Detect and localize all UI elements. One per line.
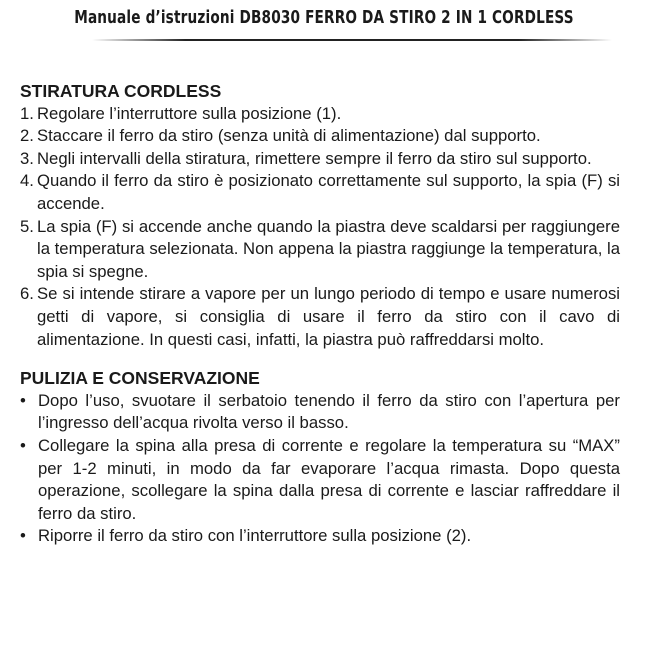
item-number: 6. xyxy=(20,284,34,304)
list-item xyxy=(20,103,620,126)
bullet-list xyxy=(20,390,620,548)
section-title: PULIZIA E CONSERVAZIONE xyxy=(20,368,260,389)
item-text: Quando il ferro da stiro è posizionato correttamente sul supporto, la spia (F) si accende. xyxy=(37,171,620,213)
section-cleaning-storage xyxy=(20,367,620,548)
item-text: Negli intervalli della stiratura, rimettere sempre il ferro da stiro sul supporto. xyxy=(37,148,592,168)
item-text: Dopo l’uso, svuotare il serbatoio tenendo il ferro da stiro con l’apertura per l’ingresso dell’acqua rivolta verso il basso. xyxy=(38,390,620,433)
item-number: 2. xyxy=(20,126,34,146)
header-divider xyxy=(92,39,612,41)
item-text: Riporre il ferro da stiro con l’interruttore sulla posizione (2). xyxy=(38,526,472,546)
list-item xyxy=(20,125,620,148)
list-item xyxy=(20,435,620,525)
bullet-mark: • xyxy=(20,435,26,455)
item-text: Se si intende stirare a vapore per un lungo periodo di tempo e usare numerosi getti di vapore, si consiglia di usare il ferro da stiro con il cavo di alimentazione. In questi casi, infatti, la piastra può raffreddarsi molto. xyxy=(37,284,620,349)
section-title: STIRATURA CORDLESS xyxy=(20,81,222,101)
list-item xyxy=(20,525,620,548)
list-item xyxy=(20,283,620,351)
item-text: La spia (F) si accende anche quando la piastra deve scaldarsi per raggiungere la temperatura selezionata. Non appena la piastra raggiunge la temperatura, la spia si spegne. xyxy=(37,216,620,281)
item-number: 1. xyxy=(20,103,34,123)
section-cordless-ironing xyxy=(20,80,620,351)
bullet-mark: • xyxy=(20,526,26,546)
item-number: 5. xyxy=(20,216,34,236)
bullet-mark: • xyxy=(20,390,26,410)
list-item xyxy=(20,390,620,435)
item-text: Staccare il ferro da stiro (senza unità di alimentazione) dal supporto. xyxy=(37,126,541,146)
manual-content xyxy=(20,80,620,548)
numbered-list xyxy=(20,103,620,352)
list-item xyxy=(20,216,620,284)
list-item xyxy=(20,170,620,215)
item-text: Collegare la spina alla presa di corrente e regolare la temperatura su “MAX” per 1-2 minuti, in modo da far evaporare l’acqua rimasta. Dopo questa operazione, scollegare la spina dalla presa di corrente e lasciar raffreddare il ferro da stiro. xyxy=(38,435,620,523)
manual-title: Manuale d’istruzioni DB8030 FERRO DA STIRO 2 IN 1 CORDLESS xyxy=(74,8,574,28)
item-number: 4. xyxy=(20,171,34,191)
list-item xyxy=(20,148,620,171)
item-text: Regolare l’interruttore sulla posizione (1). xyxy=(37,103,342,123)
item-number: 3. xyxy=(20,148,34,168)
page-header xyxy=(0,8,648,44)
